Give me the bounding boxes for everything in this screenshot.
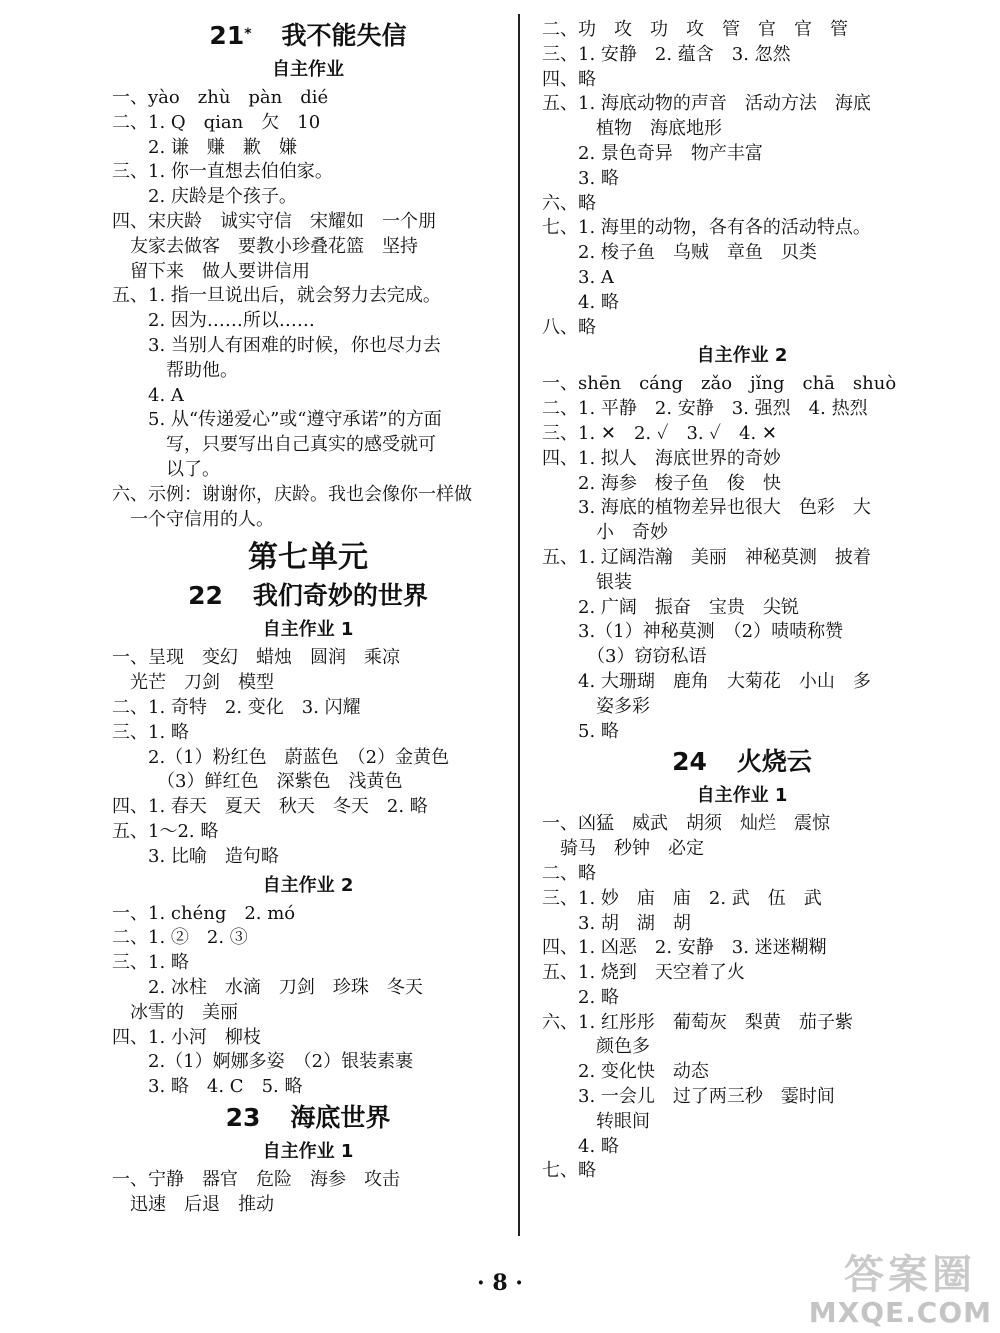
answer-line: 3. 海底的植物差异也很大 色彩 大	[542, 497, 871, 519]
answer-line: 迅速 后退 推动	[112, 1193, 274, 1215]
answer-line: 2. 因为……所以……	[112, 310, 315, 332]
answer-line: 二、1. 奇特 2. 变化 3. 闪耀	[112, 696, 361, 718]
answer-line: 2. 梭子鱼 乌贼 章鱼 贝类	[542, 242, 817, 264]
answer-line: 四、宋庆龄 诚实守信 宋耀如 一个朋	[112, 210, 436, 232]
answer-line: 光芒 刀剑 模型	[112, 672, 274, 694]
answer-line: 三、1. 你一直想去伯伯家。	[112, 161, 333, 183]
lesson-22-title	[112, 580, 504, 612]
answer-list	[112, 902, 504, 1100]
answer-line: 5. 从“传递爱心”或“遵守承诺”的方面	[112, 409, 442, 431]
lesson-number: 24	[672, 747, 707, 777]
answer-line: 2. 冰柱 水滴 刀剑 珍珠 冬天	[112, 976, 423, 998]
lesson-number: 23	[225, 1102, 261, 1132]
answer-line: 银装	[542, 571, 632, 593]
answer-line: 2. 变化快 动态	[542, 1061, 709, 1083]
section-heading: 自主作业	[272, 59, 344, 80]
watermark-text-top: 答案圈	[844, 1252, 976, 1298]
answer-line: 一、凶猛 威武 胡须 灿烂 震惊	[542, 813, 830, 835]
lesson-23-title	[112, 1102, 504, 1134]
answer-line: 二、1. ② 2. ③	[112, 927, 248, 949]
answer-line: 3. 一会儿 过了两三秒 霎时间	[542, 1086, 835, 1108]
answer-line: 小 奇妙	[542, 522, 668, 544]
answer-line: 3. A	[542, 266, 614, 288]
answer-line: 四、略	[542, 68, 596, 90]
answer-line: 四、1. 小河 柳枝	[112, 1026, 261, 1048]
answer-line: 一个守信用的人。	[112, 508, 274, 530]
answer-line: 五、1. 烧到 天空着了火	[542, 962, 745, 984]
answer-line: 2. 广阔 振奋 宝贵 尖锐	[542, 596, 799, 618]
answer-line: 转眼间	[542, 1110, 650, 1132]
answer-line: 三、1. 妙 庙 庙 2. 武 伍 武	[542, 887, 822, 909]
answer-line: 五、1. 海底动物的声音 活动方法 海底	[542, 93, 871, 115]
answer-line: 四、1. 凶恶 2. 安静 3. 迷迷糊糊	[542, 937, 827, 959]
answer-line: 4. 略	[542, 1135, 619, 1157]
answer-line: 2. 庆龄是个孩子。	[112, 186, 297, 208]
section-heading: 自主作业 1	[696, 785, 788, 807]
left-column	[112, 18, 504, 1217]
answer-line: 四、1. 春天 夏天 秋天 冬天 2. 略	[112, 796, 428, 818]
answer-line: 五、1～2. 略	[112, 820, 219, 842]
answer-line: 3. 略 4. C 5. 略	[112, 1076, 303, 1098]
answer-line: 五、1. 辽阔浩瀚 美丽 神秘莫测 披着	[542, 546, 871, 568]
answer-line: 一、shēn cáng zǎo jǐng chā shuò	[542, 373, 897, 395]
answer-line: 二、略	[542, 862, 596, 884]
answer-line: 三、1. 安静 2. 蕴含 3. 忽然	[542, 43, 791, 65]
answer-list	[112, 646, 504, 869]
answer-line: 3. 略	[542, 167, 619, 189]
answer-list	[542, 372, 942, 744]
answer-line: 六、1. 红彤彤 葡萄灰 梨黄 茄子紫	[542, 1011, 853, 1033]
answer-line: 4. 大珊瑚 鹿角 大菊花 小山 多	[542, 670, 871, 692]
lesson-24-title	[542, 746, 942, 778]
answer-line: 三、1. 略	[112, 721, 189, 743]
answer-line: 3.（1）神秘莫测 （2）啧啧称赞	[542, 621, 844, 643]
section-heading: 自主作业 2	[262, 874, 354, 896]
watermark-logo	[789, 1243, 994, 1329]
answer-line: 2. 海参 梭子鱼 俊 快	[542, 472, 781, 494]
lesson-number: 22	[188, 581, 223, 611]
lesson-title: 我不能失信	[281, 21, 407, 50]
answer-line: 留下来 做人要讲信用	[112, 260, 310, 282]
answer-line: 帮助他。	[112, 359, 238, 381]
answer-line: 2. 谦 赚 歉 嫌	[112, 136, 297, 158]
answer-line: 七、略	[542, 1160, 596, 1182]
answer-line: 二、1. Q qian 欠 10	[112, 111, 321, 133]
answer-line: 三、1. ✕ 2. ✓ 3. ✓ 4. ✕	[542, 422, 777, 444]
answer-line: 八、略	[542, 316, 596, 338]
section-heading: 自主作业 2	[696, 345, 788, 367]
answer-line: 以了。	[112, 458, 220, 480]
answer-line: 冰雪的 美丽	[112, 1001, 238, 1023]
answer-line: 二、功 攻 功 攻 管 官 官 管	[542, 19, 848, 40]
section-heading: 自主作业 1	[262, 1140, 354, 1162]
answer-line: 2. 景色奇异 物产丰富	[542, 142, 763, 164]
answer-line: 3. 比喻 造句略	[112, 845, 279, 867]
right-column	[542, 18, 942, 1184]
answer-line: 4. 略	[542, 291, 619, 313]
watermark-text-bottom: MXQE.COM	[808, 1296, 992, 1329]
answer-line: 二、1. 平静 2. 安静 3. 强烈 4. 热烈	[542, 398, 868, 420]
answer-line: 2.（1）婀娜多姿 （2）银装素裹	[112, 1051, 414, 1073]
answer-list	[542, 812, 942, 1184]
answer-list	[542, 18, 942, 340]
answer-line: 三、1. 略	[112, 952, 189, 974]
answer-line: 五、1. 指一旦说出后，就会努力去完成。	[112, 285, 441, 307]
lesson-title: 海底世界	[290, 1102, 391, 1132]
unit-title: 第七单元	[248, 540, 368, 576]
answer-line: 2.（1）粉红色 蔚蓝色 （2）金黄色	[112, 746, 450, 768]
answer-line: 植物 海底地形	[542, 118, 722, 140]
answer-line: 友家去做客 要教小珍叠花篮 坚持	[112, 235, 418, 257]
answer-line: 3. 胡 湖 胡	[542, 912, 691, 934]
answer-line: 姿多彩	[542, 695, 650, 717]
column-divider	[518, 14, 520, 1236]
answer-line: 颜色多	[542, 1036, 650, 1058]
page-number: · 8 ·	[477, 1270, 523, 1296]
lesson-title: 我们奇妙的世界	[252, 581, 428, 611]
lesson-21-title	[112, 20, 504, 52]
answer-line: 一、宁静 器官 危险 海参 攻击	[112, 1168, 400, 1190]
lesson-title: 火烧云	[736, 747, 812, 777]
answer-line: 一、1. chéng 2. mó	[112, 902, 296, 924]
answer-line: 写，只要写出自己真实的感受就可	[112, 434, 436, 456]
answer-line: 一、yào zhù pàn dié	[112, 87, 329, 108]
section-heading: 自主作业 1	[262, 619, 354, 641]
answer-line: （3）窃窃私语	[542, 646, 707, 668]
answer-line: 一、呈现 变幻 蜡烛 圆润 乘凉	[112, 647, 400, 669]
answer-list	[112, 86, 504, 532]
answer-line: 六、略	[542, 192, 596, 214]
answer-list	[112, 1168, 504, 1218]
lesson-number: 21*	[209, 21, 252, 50]
answer-line: 2. 略	[542, 986, 619, 1008]
answer-line: 七、1. 海里的动物，各有各的活动特点。	[542, 217, 871, 239]
answer-line: （3）鲜红色 深紫色 浅黄色	[112, 771, 403, 793]
answer-line: 4. A	[112, 384, 184, 406]
answer-line: 四、1. 拟人 海底世界的奇妙	[542, 447, 781, 469]
answer-line: 3. 当别人有困难的时候，你也尽力去	[112, 334, 441, 356]
answer-line: 骑马 秒钟 必定	[542, 838, 704, 860]
answer-line: 六、示例：谢谢你，庆龄。我也会像你一样做	[112, 483, 472, 505]
answer-line: 5. 略	[542, 720, 619, 742]
